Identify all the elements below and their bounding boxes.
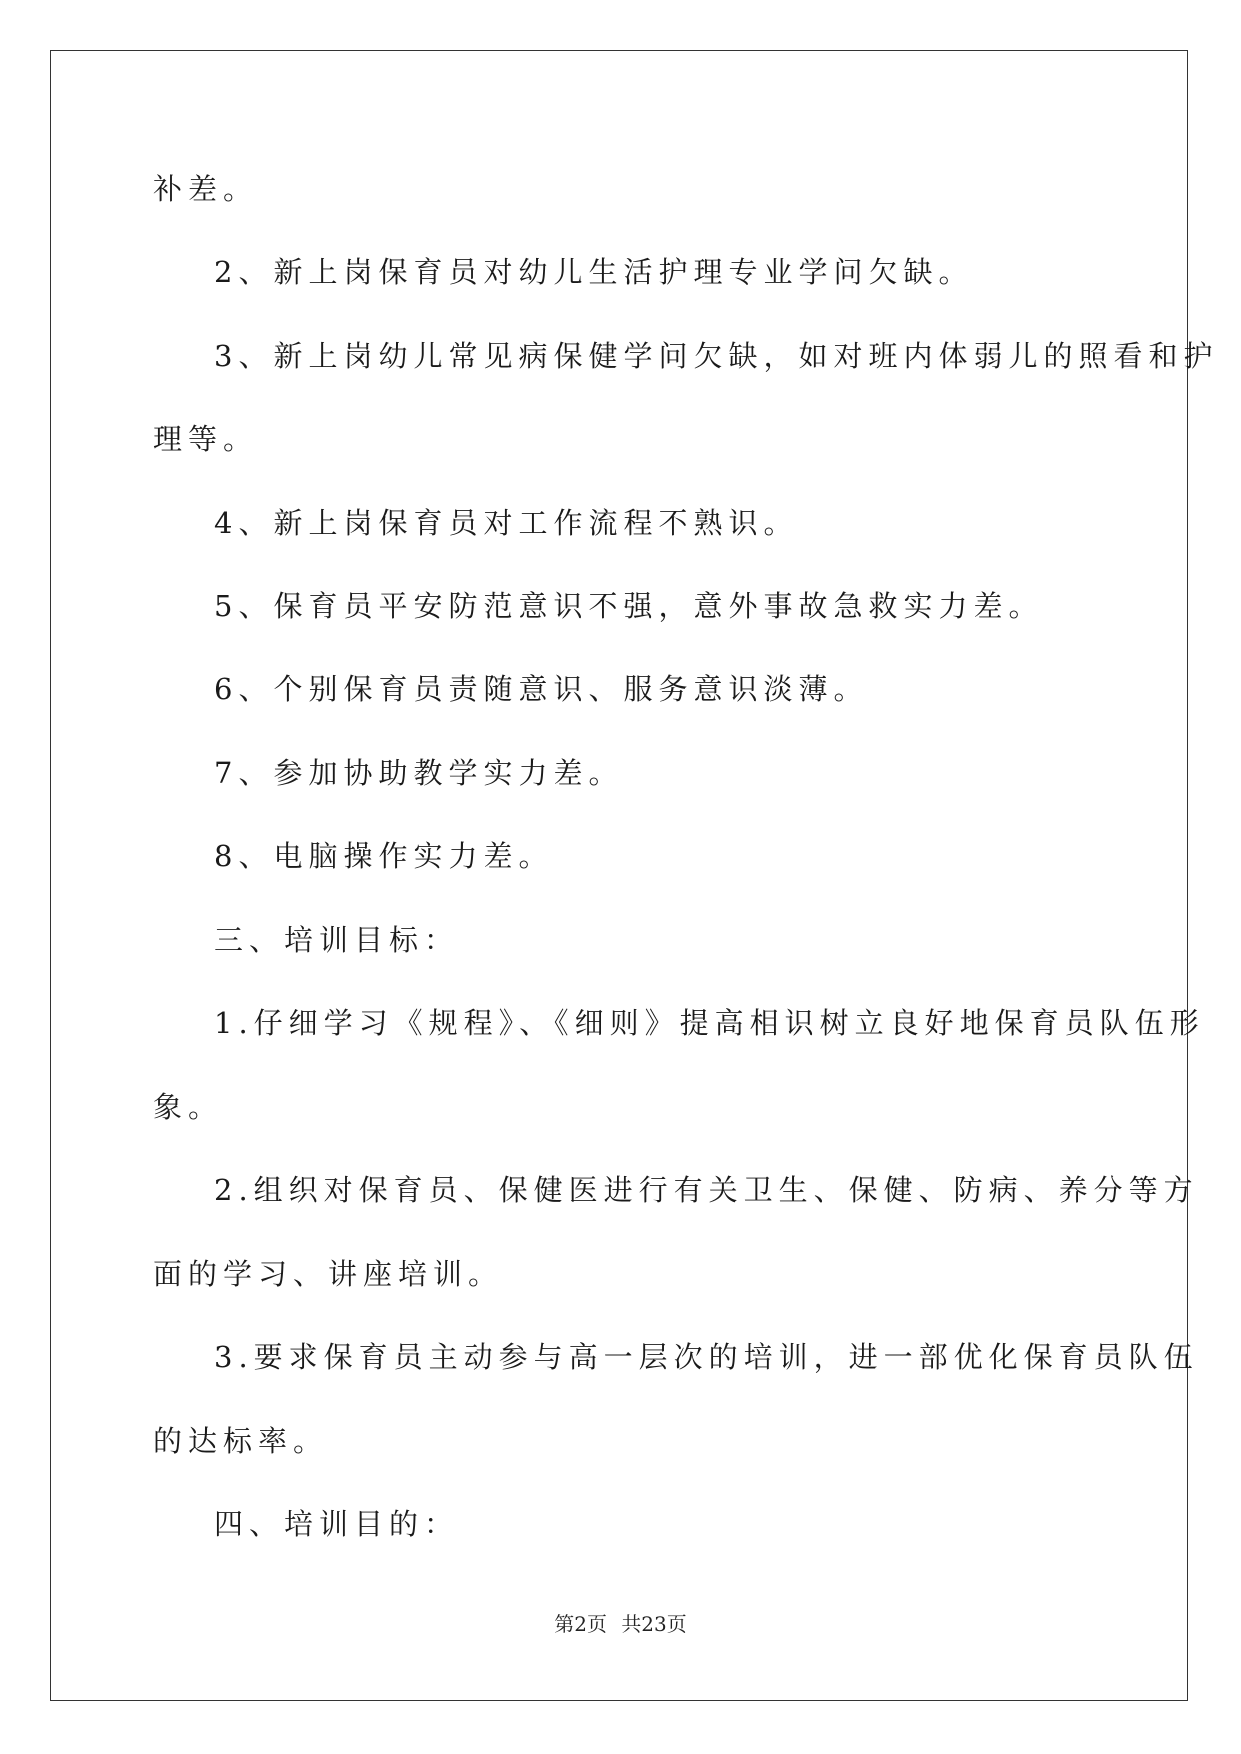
text-line: 3、新上岗幼儿常见病保健学问欠缺，如对班内体弱儿的照看和护 <box>214 339 1219 373</box>
page-footer <box>0 1608 1241 1637</box>
text-line: 2.组织对保育员、保健医进行有关卫生、保健、防病、养分等方 <box>214 1173 1199 1207</box>
text-line: 8、电脑操作实力差。 <box>214 839 554 873</box>
section-heading: 四、培训目的： <box>214 1507 460 1541</box>
text-line: 7、参加协助教学实力差。 <box>214 756 624 790</box>
text-line: 2、新上岗保育员对幼儿生活护理专业学问欠缺。 <box>214 255 974 289</box>
total-pages: 共23页 <box>621 1612 687 1636</box>
text-line: 象。 <box>153 1090 224 1124</box>
text-line: 理等。 <box>153 422 259 456</box>
text-line: 的达标率。 <box>153 1424 329 1458</box>
text-line: 面的学习、讲座培训。 <box>153 1257 504 1291</box>
text-line: 3.要求保育员主动参与高一层次的培训，进一部优化保育员队伍 <box>214 1340 1199 1374</box>
text-line: 补差。 <box>153 172 259 206</box>
text-line: 5、保育员平安防范意识不强，意外事故急救实力差。 <box>214 589 1044 623</box>
text-line: 6、个别保育员责随意识、服务意识淡薄。 <box>214 672 869 706</box>
page-number: 第2页 <box>554 1612 607 1636</box>
section-heading: 三、培训目标： <box>214 923 460 957</box>
text-line: 1.仔细学习《规程》、《细则》提高相识树立良好地保育员队伍形 <box>214 1006 1205 1040</box>
text-line: 4、新上岗保育员对工作流程不熟识。 <box>214 506 799 540</box>
